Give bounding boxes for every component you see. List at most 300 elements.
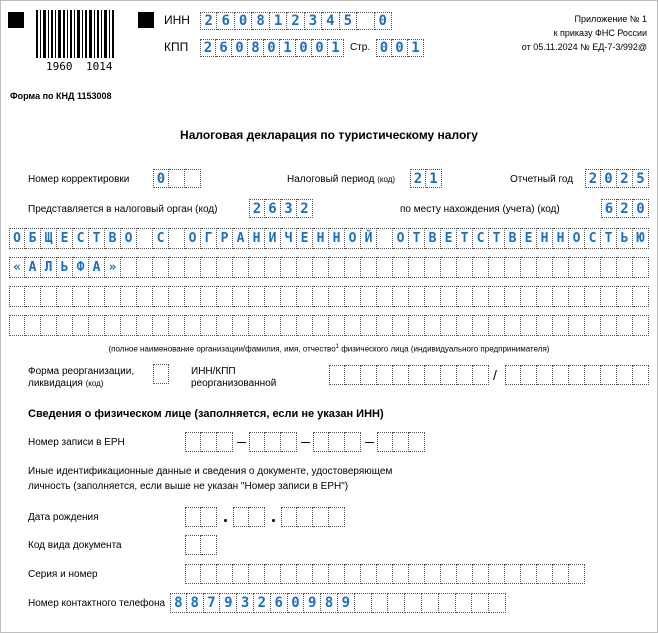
char-cell: 5 [340,12,357,30]
char-cell: Ч [281,228,297,249]
char-cell: С [73,228,89,249]
org-name-line-1[interactable] [9,228,649,249]
char-cell: 8 [248,39,264,57]
char-cell [457,365,473,385]
char-cell: 0 [288,593,305,613]
char-cell [456,593,473,613]
char-cell [185,564,201,584]
char-cell [185,315,201,336]
char-cell: О [9,228,25,249]
reorg-inn-cells[interactable] [329,365,489,385]
char-cell [345,315,361,336]
char-cell [473,257,489,278]
char-cell [472,593,489,613]
birth-day-cells[interactable] [185,507,217,527]
char-cell [473,315,489,336]
char-cell: В [505,228,521,249]
birth-label: Дата рождения [28,512,99,523]
char-cell [41,315,57,336]
char-cell [297,286,313,307]
char-cell [313,257,329,278]
char-cell [422,593,439,613]
char-cell [105,286,121,307]
char-cell: 2 [585,169,601,188]
erh-cells-3[interactable] [313,432,361,452]
char-cell [377,564,393,584]
char-cell: 6 [601,199,617,218]
char-cell [297,257,313,278]
birth-year-cells[interactable] [281,507,345,527]
char-cell [281,564,297,584]
char-cell [233,315,249,336]
char-cell: 0 [232,39,248,57]
char-cell [153,257,169,278]
char-cell: » [105,257,121,278]
char-cell [537,286,553,307]
char-cell [441,315,457,336]
org-name-line-3[interactable] [9,286,649,307]
correction-cells[interactable] [153,169,201,188]
char-cell [329,432,345,452]
char-cell [201,535,217,555]
char-cell [377,315,393,336]
char-cell: 2 [200,39,216,57]
birth-date-separator [224,519,227,522]
erh-cells-2[interactable] [249,432,297,452]
char-cell [601,365,617,385]
char-cell: 4 [322,12,339,30]
char-cell [153,315,169,336]
doc-kind-label: Код вида документа [28,540,122,551]
inn-cells[interactable] [200,12,392,30]
char-cell [457,564,473,584]
char-cell [633,315,649,336]
char-cell: 1 [328,39,344,57]
char-cell [409,315,425,336]
char-cell [441,365,457,385]
char-cell: 0 [392,39,408,57]
char-cell: 8 [321,593,338,613]
char-cell: 5 [633,169,649,188]
char-cell [361,564,377,584]
barcode-number-left: 1960 [46,60,73,73]
char-cell [473,564,489,584]
char-cell: Т [601,228,617,249]
char-cell: 8 [252,12,269,30]
char-cell: 0 [312,39,328,57]
char-cell [201,286,217,307]
char-cell [249,432,265,452]
char-cell [473,286,489,307]
char-cell [505,365,521,385]
char-cell: Р [217,228,233,249]
char-cell [521,365,537,385]
char-cell: 0 [296,39,312,57]
location-label: по месту нахождения (учета) (код) [400,204,560,215]
period-label [287,174,395,186]
char-cell [377,228,393,249]
char-cell [137,315,153,336]
char-cell [281,315,297,336]
period-cells[interactable] [410,169,442,188]
char-cell: Т [457,228,473,249]
char-cell [345,257,361,278]
char-cell: 1 [426,169,442,188]
char-cell [265,432,281,452]
char-cell [409,286,425,307]
char-cell [313,286,329,307]
char-cell: О [121,228,137,249]
char-cell [361,315,377,336]
char-cell [233,257,249,278]
char-cell [297,507,313,527]
char-cell [569,257,585,278]
char-cell [505,564,521,584]
period-label-text: Налоговый период [287,174,375,185]
char-cell [585,286,601,307]
char-cell [521,315,537,336]
reorg-kpp-cells[interactable] [505,365,649,385]
char-cell: 9 [220,593,237,613]
char-cell: А [233,228,249,249]
char-cell [537,564,553,584]
char-cell [357,12,374,30]
erh-separator [365,442,374,443]
char-cell [137,228,153,249]
char-cell: И [265,228,281,249]
char-cell [601,257,617,278]
char-cell: 3 [281,199,297,218]
char-cell: 0 [235,12,252,30]
char-cell [281,507,297,527]
char-cell [553,365,569,385]
char-cell [409,257,425,278]
org-name-line-4[interactable] [9,315,649,336]
char-cell: 2 [254,593,271,613]
char-cell [569,564,585,584]
char-cell: 3 [305,12,322,30]
char-cell [329,564,345,584]
char-cell [105,315,121,336]
char-cell: С [473,228,489,249]
char-cell [409,432,425,452]
char-cell [361,286,377,307]
kpp-label: КПП [164,40,189,54]
char-cell [137,257,153,278]
char-cell [617,365,633,385]
char-cell [233,564,249,584]
appendix-line-2: к приказу ФНС России [553,28,647,38]
series-cells[interactable] [185,564,585,584]
char-cell [265,257,281,278]
char-cell [169,286,185,307]
char-cell: 9 [338,593,355,613]
char-cell [217,286,233,307]
char-cell [9,286,25,307]
char-cell: « [9,257,25,278]
char-cell: Е [57,228,73,249]
char-cell [489,257,505,278]
kpp-cells[interactable] [200,39,344,57]
phone-cells[interactable] [170,593,506,613]
erh-cells-4[interactable] [377,432,425,452]
char-cell [297,564,313,584]
char-cell [329,365,345,385]
year-label: Отчетный год [510,174,574,185]
char-cell [537,365,553,385]
char-cell: 2 [249,199,265,218]
char-cell [361,365,377,385]
char-cell [425,315,441,336]
char-cell [201,257,217,278]
char-cell [25,286,41,307]
char-cell: О [185,228,201,249]
char-cell [553,286,569,307]
char-cell: 0 [633,199,649,218]
char-cell: 0 [376,39,392,57]
char-cell [377,286,393,307]
char-cell: 2 [617,169,633,188]
char-cell: 2 [200,12,217,30]
erh-label: Номер записи в ЕРН [28,437,125,448]
char-cell [217,315,233,336]
char-cell: Н [537,228,553,249]
reorg-slash: / [493,367,497,383]
char-cell: 8 [187,593,204,613]
char-cell [601,286,617,307]
char-cell [249,507,265,527]
char-cell [393,286,409,307]
char-cell: 0 [264,39,280,57]
erh-cells-1[interactable] [185,432,233,452]
char-cell: А [25,257,41,278]
char-cell [633,365,649,385]
char-cell [281,432,297,452]
char-cell [313,507,329,527]
char-cell [553,257,569,278]
char-cell [377,257,393,278]
char-cell [185,535,201,555]
char-cell: В [105,228,121,249]
char-cell: С [153,228,169,249]
char-cell [73,315,89,336]
char-cell [57,286,73,307]
barcode-icon [36,10,116,62]
authority-label: Представляется в налоговый орган (код) [28,204,218,215]
char-cell [393,365,409,385]
char-cell [185,507,201,527]
char-cell [233,286,249,307]
char-cell: Е [521,228,537,249]
char-cell [617,257,633,278]
reorg-form-label-1: Форма реорганизации, [28,366,135,377]
char-cell [329,286,345,307]
char-cell: 1 [408,39,424,57]
char-cell [201,564,217,584]
char-cell [521,564,537,584]
char-cell [441,286,457,307]
char-cell [372,593,389,613]
char-cell [153,364,169,384]
char-cell [505,257,521,278]
char-cell [521,286,537,307]
char-cell: 1 [270,12,287,30]
char-cell: С [585,228,601,249]
char-cell: В [425,228,441,249]
char-cell [585,315,601,336]
org-name-caption-part-2: физического лица (индивидуального предпринимателя) [338,344,550,354]
char-cell: 3 [237,593,254,613]
org-name-caption-part-1: (полное наименование организации/фамилия, имя, отчество [108,344,336,354]
char-cell [489,593,506,613]
char-cell [355,593,372,613]
char-cell [473,365,489,385]
char-cell [281,286,297,307]
char-cell [169,257,185,278]
char-cell [329,507,345,527]
char-cell [313,432,329,452]
char-cell: Л [41,257,57,278]
corner-marker [138,12,154,28]
char-cell [265,315,281,336]
char-cell [249,257,265,278]
char-cell [281,257,297,278]
char-cell: 6 [217,12,234,30]
char-cell: Е [441,228,457,249]
char-cell [249,564,265,584]
char-cell [361,257,377,278]
char-cell [217,564,233,584]
erh-separator [301,442,310,443]
char-cell [153,286,169,307]
char-cell [89,315,105,336]
char-cell [553,564,569,584]
reorg-form-label-2 [28,378,103,390]
char-cell: Б [25,228,41,249]
char-cell [313,564,329,584]
reorg-form-code-hint: (код) [85,379,104,388]
char-cell [41,286,57,307]
char-cell: 0 [375,12,392,30]
org-name-caption [0,341,658,356]
char-cell [329,315,345,336]
other-ids-line-1: Иные идентификационные данные и сведения о документе, удостоверяющем [28,466,393,477]
char-cell [345,286,361,307]
char-cell: О [569,228,585,249]
char-cell [201,315,217,336]
char-cell [425,257,441,278]
char-cell [505,286,521,307]
char-cell [73,286,89,307]
char-cell [185,432,201,452]
char-cell [601,315,617,336]
char-cell [377,432,393,452]
char-cell: 2 [617,199,633,218]
char-cell: Ю [633,228,649,249]
char-cell: Т [409,228,425,249]
char-cell [185,286,201,307]
org-name-line-2[interactable] [9,257,649,278]
char-cell [345,564,361,584]
corner-marker [8,12,24,28]
page-label: Стр. [350,42,371,53]
inn-label: ИНН [164,13,190,27]
page-title: Налоговая декларация по туристическому налогу [180,128,478,142]
appendix-line-3: от 05.11.2024 № ЕД-7-3/992@ [521,42,647,52]
reorg-form-cells[interactable] [153,364,169,384]
char-cell [233,507,249,527]
char-cell [169,228,185,249]
char-cell: Ь [57,257,73,278]
char-cell: Н [329,228,345,249]
char-cell: 2 [410,169,426,188]
char-cell [569,365,585,385]
char-cell [405,593,422,613]
page-cells[interactable] [376,39,424,57]
char-cell: Е [297,228,313,249]
char-cell [313,315,329,336]
char-cell [425,365,441,385]
char-cell [617,286,633,307]
char-cell [633,257,649,278]
authority-cells[interactable] [249,199,313,218]
org-name-caption-sup: 1 [335,344,339,350]
char-cell [169,169,185,188]
char-cell [121,315,137,336]
char-cell [249,286,265,307]
char-cell [521,257,537,278]
char-cell [9,315,25,336]
char-cell: 9 [304,593,321,613]
char-cell: Н [249,228,265,249]
char-cell: 2 [287,12,304,30]
char-cell [409,365,425,385]
char-cell [457,315,473,336]
char-cell: 2 [297,199,313,218]
location-cells[interactable] [601,199,649,218]
char-cell: 6 [265,199,281,218]
char-cell: Ь [617,228,633,249]
char-cell [217,432,233,452]
char-cell [553,315,569,336]
char-cell [633,286,649,307]
reorg-form-label-2-text: ликвидация [28,378,83,389]
char-cell [185,257,201,278]
char-cell [585,257,601,278]
doc-kind-cells[interactable] [185,535,217,555]
birth-month-cells[interactable] [233,507,265,527]
char-cell: 0 [153,169,169,188]
char-cell [137,286,153,307]
char-cell [345,432,361,452]
year-cells[interactable] [585,169,649,188]
correction-label: Номер корректировки [28,174,130,185]
char-cell [345,365,361,385]
char-cell [217,257,233,278]
char-cell: Н [553,228,569,249]
char-cell [457,257,473,278]
char-cell: О [345,228,361,249]
char-cell [569,315,585,336]
char-cell: Г [201,228,217,249]
char-cell: А [89,257,105,278]
phone-label: Номер контактного телефона [28,598,166,609]
char-cell: 0 [601,169,617,188]
char-cell [265,286,281,307]
barcode-number-right: 1014 [86,60,113,73]
char-cell [201,432,217,452]
char-cell [169,315,185,336]
